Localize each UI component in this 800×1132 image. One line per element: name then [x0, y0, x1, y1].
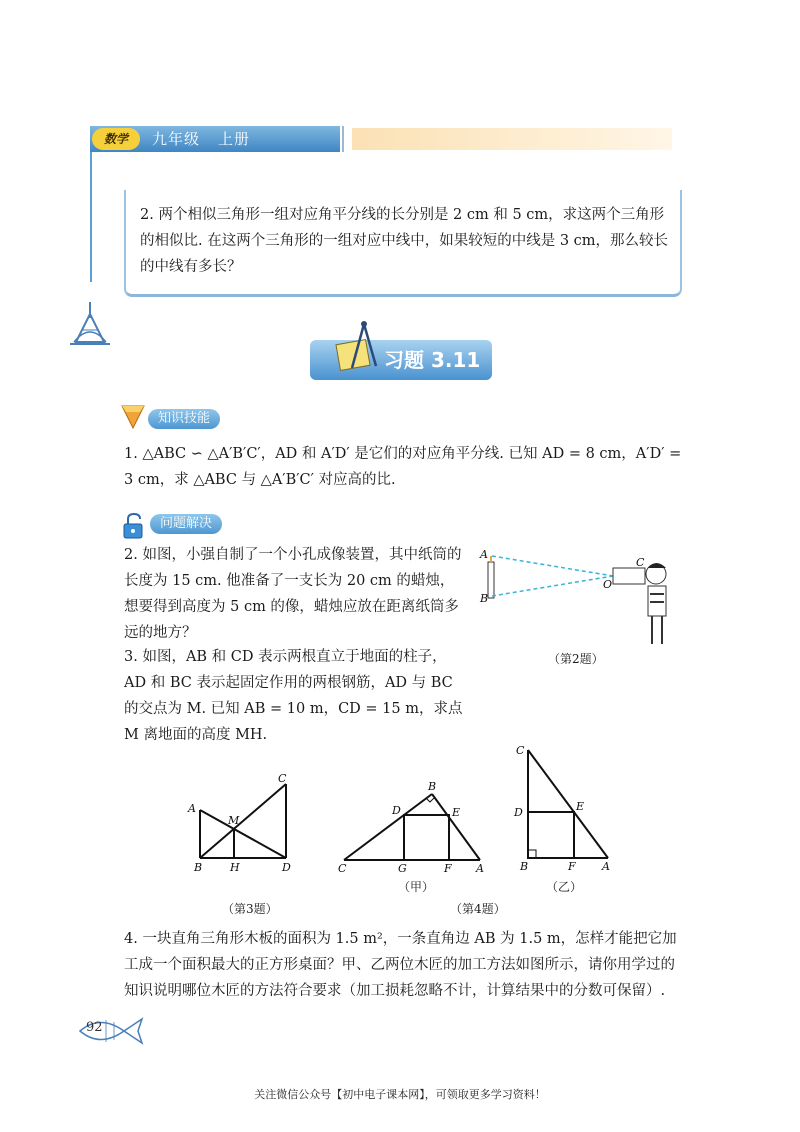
header-divider [342, 126, 344, 152]
prev-exercise-2: 2. 两个相似三角形一组对应角平分线的长分别是 2 cm 和 5 cm，求这两个三角形的相似比. 在这两个三角形的一组对应中线中，如果较短的中线是 3 cm，那么较长的中线有多长？ [140, 207, 669, 275]
fig4yi-label-e: E [576, 800, 585, 813]
exercise-1: 1. △ABC ∽ △A′B′C′，AD 和 A′D′ 是它们的对应角平分线. 已知 AD = 8 cm，A′D′ = 3 cm，求 △ABC 与 △A′B′C′ 对应高的比. [124, 446, 682, 488]
fig2-label-a: A [480, 548, 488, 561]
header-grade: 九年级 [152, 130, 201, 148]
section-tag-problems: 问题解决 [150, 514, 222, 534]
caption-fig4: （第4题） [450, 902, 506, 916]
margin-line [90, 152, 92, 282]
figure-pinhole [470, 540, 680, 650]
subject-logo: 数学 [92, 128, 140, 150]
fig4jia-label-e: E [452, 806, 461, 819]
header-volume: 上册 [218, 130, 251, 148]
fig3-label-d: D [282, 861, 291, 874]
exercise-4: 4. 一块直角三角形木板的面积为 1.5 m²，一条直角边 AB 为 1.5 m，怎样才能把它加工成一个面积最大的正方形桌面？甲、乙两位木匠的加工方法如图所示，请你用学过的知识说明哪位木匠的方法符合要求（加工损耗忽略不计，计算结果中的分数可保留）. [124, 931, 677, 999]
pencil-icon [120, 402, 146, 430]
fig2-label-o: O [603, 578, 613, 591]
fig3-label-m: M [228, 814, 240, 827]
fig4yi-label-b: B [520, 860, 529, 873]
caption-fig2: （第2题） [548, 652, 604, 666]
exercise-3: 3. 如图，AB 和 CD 表示两根直立于地面的柱子，AD 和 BC 表示起固定作用的两根钢筋，AD 与 BC 的交点为 M. 已知 AB = 10 m，CD = 15 m，求点 M 离地面的高度 MH. [124, 649, 463, 743]
figure-pillars [186, 772, 306, 876]
tower-icon [68, 300, 112, 350]
fig3-label-c: C [278, 772, 287, 785]
fig4yi-label-d: D [514, 806, 523, 819]
banner-title: 习题 3.11 [384, 348, 481, 372]
caption-fig3: （第3题） [222, 902, 278, 916]
exercise-2: 2. 如图，小强自制了一个小孔成像装置，其中纸筒的长度为 15 cm. 他准备了一支长为 20 cm 的蜡烛，想要得到高度为 5 cm 的像，蜡烛应放在距离纸筒多远的地方？ [124, 547, 462, 641]
fig3-label-a: A [188, 802, 196, 815]
fig2-label-c: C [636, 556, 645, 569]
footer-note: 关注微信公众号【初中电子课本网】，可领取更多学习资料！ [254, 1088, 546, 1101]
caption-yi: （乙） [546, 880, 583, 894]
fig4jia-label-f: F [444, 862, 452, 875]
fig3-label-h: H [230, 861, 240, 874]
fig4yi-label-a: A [602, 860, 610, 873]
fig4yi-label-c: C [516, 744, 525, 757]
figure-carpenter-yi [512, 744, 616, 876]
page-number: 92 [86, 1020, 103, 1035]
caption-jia: （甲） [398, 880, 435, 894]
fig4jia-label-d: D [392, 804, 401, 817]
fig4jia-label-a: A [476, 862, 484, 875]
fig4jia-label-b: B [428, 780, 437, 793]
fig4jia-label-c: C [338, 862, 347, 875]
fig4jia-label-g: G [398, 862, 407, 875]
section-tag-skills: 知识技能 [148, 409, 220, 429]
compass-icon [330, 318, 386, 382]
fig3-label-b: B [194, 861, 203, 874]
figure-carpenter-jia [334, 776, 494, 876]
fig2-label-b: B [480, 592, 489, 605]
lock-icon [121, 512, 147, 540]
fig4yi-label-f: F [568, 860, 576, 873]
header-decoration [352, 128, 672, 150]
